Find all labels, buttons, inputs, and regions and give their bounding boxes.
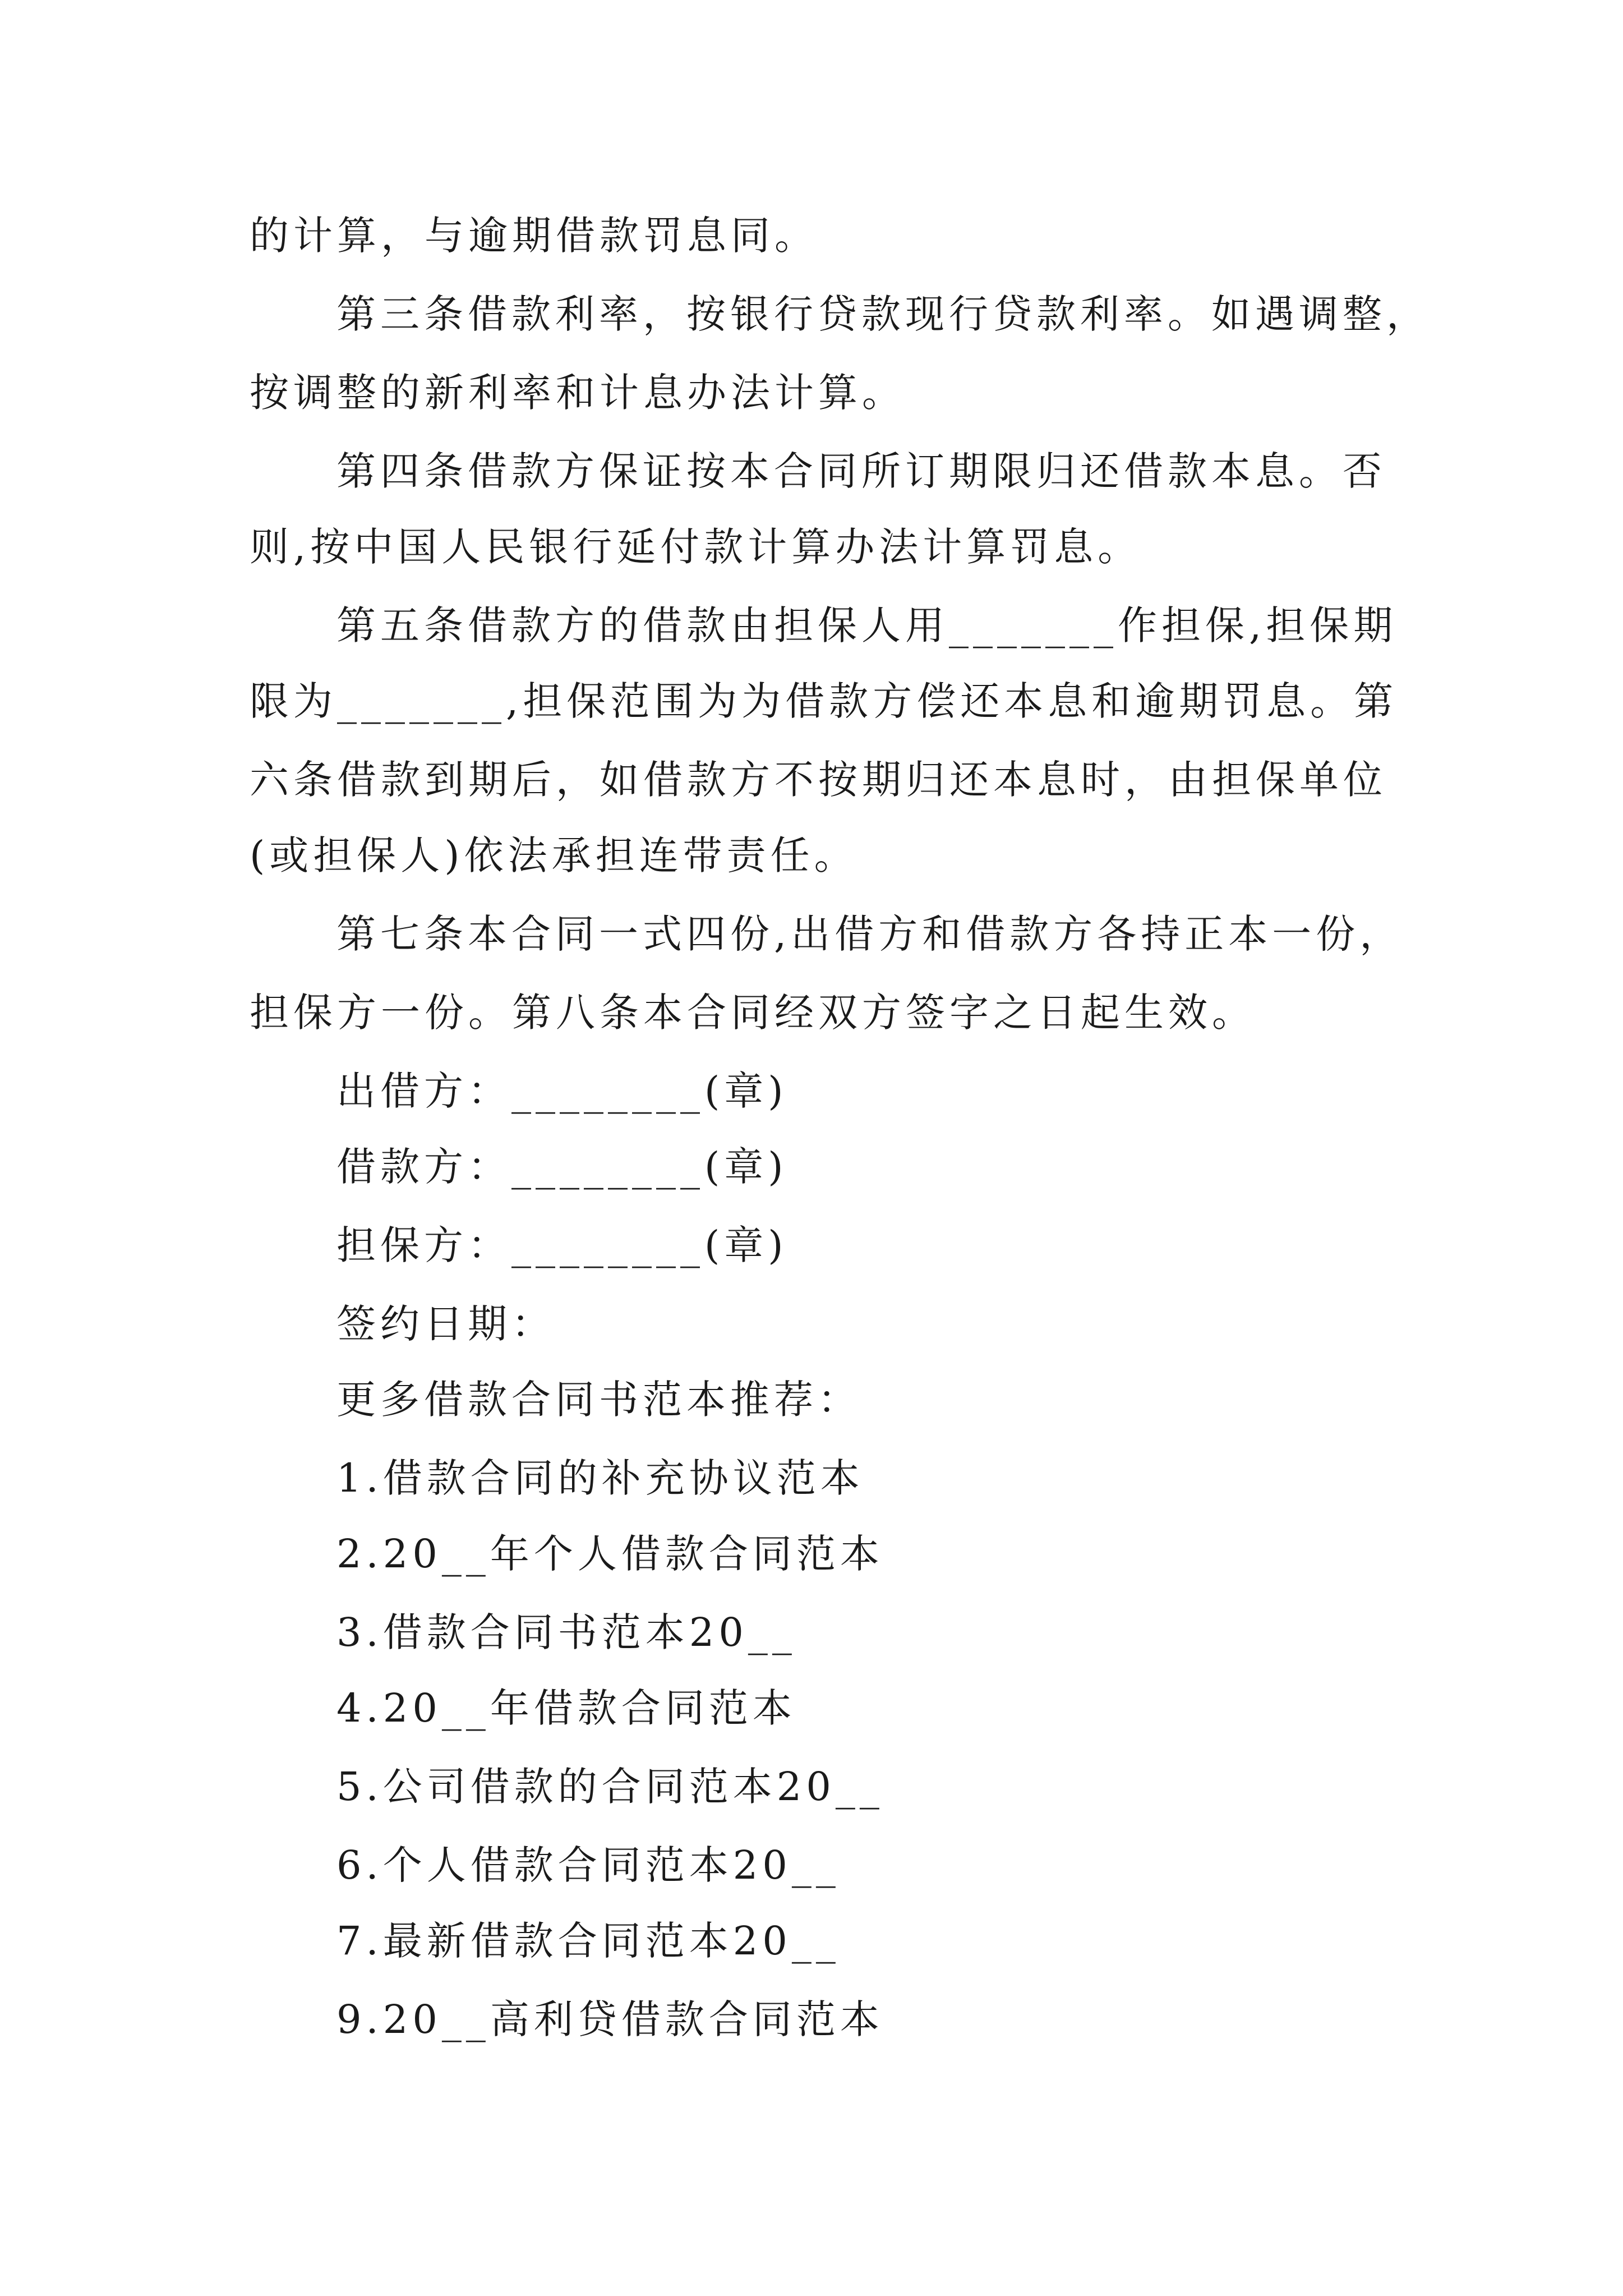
signature-borrower: 借款方：________(章) <box>336 1144 788 1190</box>
body-line: 第七条本合同一式四份,出借方和借款方各持正本一份， <box>336 911 1404 957</box>
body-line: 第五条借款方的借款由担保人用_______作担保,担保期 <box>336 602 1398 648</box>
body-line: 则,按中国人民银行延付款计算办法计算罚息。 <box>250 524 1142 570</box>
body-line: (或担保人)依法承担连带责任。 <box>250 832 858 878</box>
recommend-item: 7.最新借款合同范本20__ <box>336 1918 840 1964</box>
recommend-item: 1.借款合同的补充协议范本 <box>336 1455 864 1501</box>
recommend-item: 2.20__年个人借款合同范本 <box>336 1531 884 1577</box>
recommend-item: 6.个人借款合同范本20__ <box>336 1842 840 1888</box>
signature-lender: 出借方：________(章) <box>336 1068 788 1114</box>
recommend-title: 更多借款合同书范本推荐： <box>336 1377 861 1423</box>
body-line: 的计算，与逾期借款罚息同。 <box>250 213 818 259</box>
body-line: 第三条借款利率，按银行贷款现行贷款利率。如遇调整， <box>336 291 1430 337</box>
body-line: 按调整的新利率和计息办法计算。 <box>250 370 906 416</box>
recommend-item: 5.公司借款的合同范本20__ <box>336 1764 884 1810</box>
body-line: 限为_______,担保范围为为借款方偿还本息和逾期罚息。第 <box>250 678 1398 724</box>
recommend-item: 3.借款合同书范本20__ <box>336 1609 796 1655</box>
body-line: 担保方一份。第八条本合同经双方签字之日起生效。 <box>250 990 1256 1036</box>
recommend-item: 4.20__年借款合同范本 <box>336 1685 796 1731</box>
signature-guarantor: 担保方：________(章) <box>336 1222 788 1268</box>
signing-date: 签约日期： <box>336 1301 555 1347</box>
body-line: 第四条借款方保证按本合同所订期限归还借款本息。否 <box>336 448 1386 494</box>
body-line: 六条借款到期后，如借款方不按期归还本息时，由担保单位 <box>250 757 1387 803</box>
recommend-item: 9.20__高利贷借款合同范本 <box>336 1996 884 2042</box>
